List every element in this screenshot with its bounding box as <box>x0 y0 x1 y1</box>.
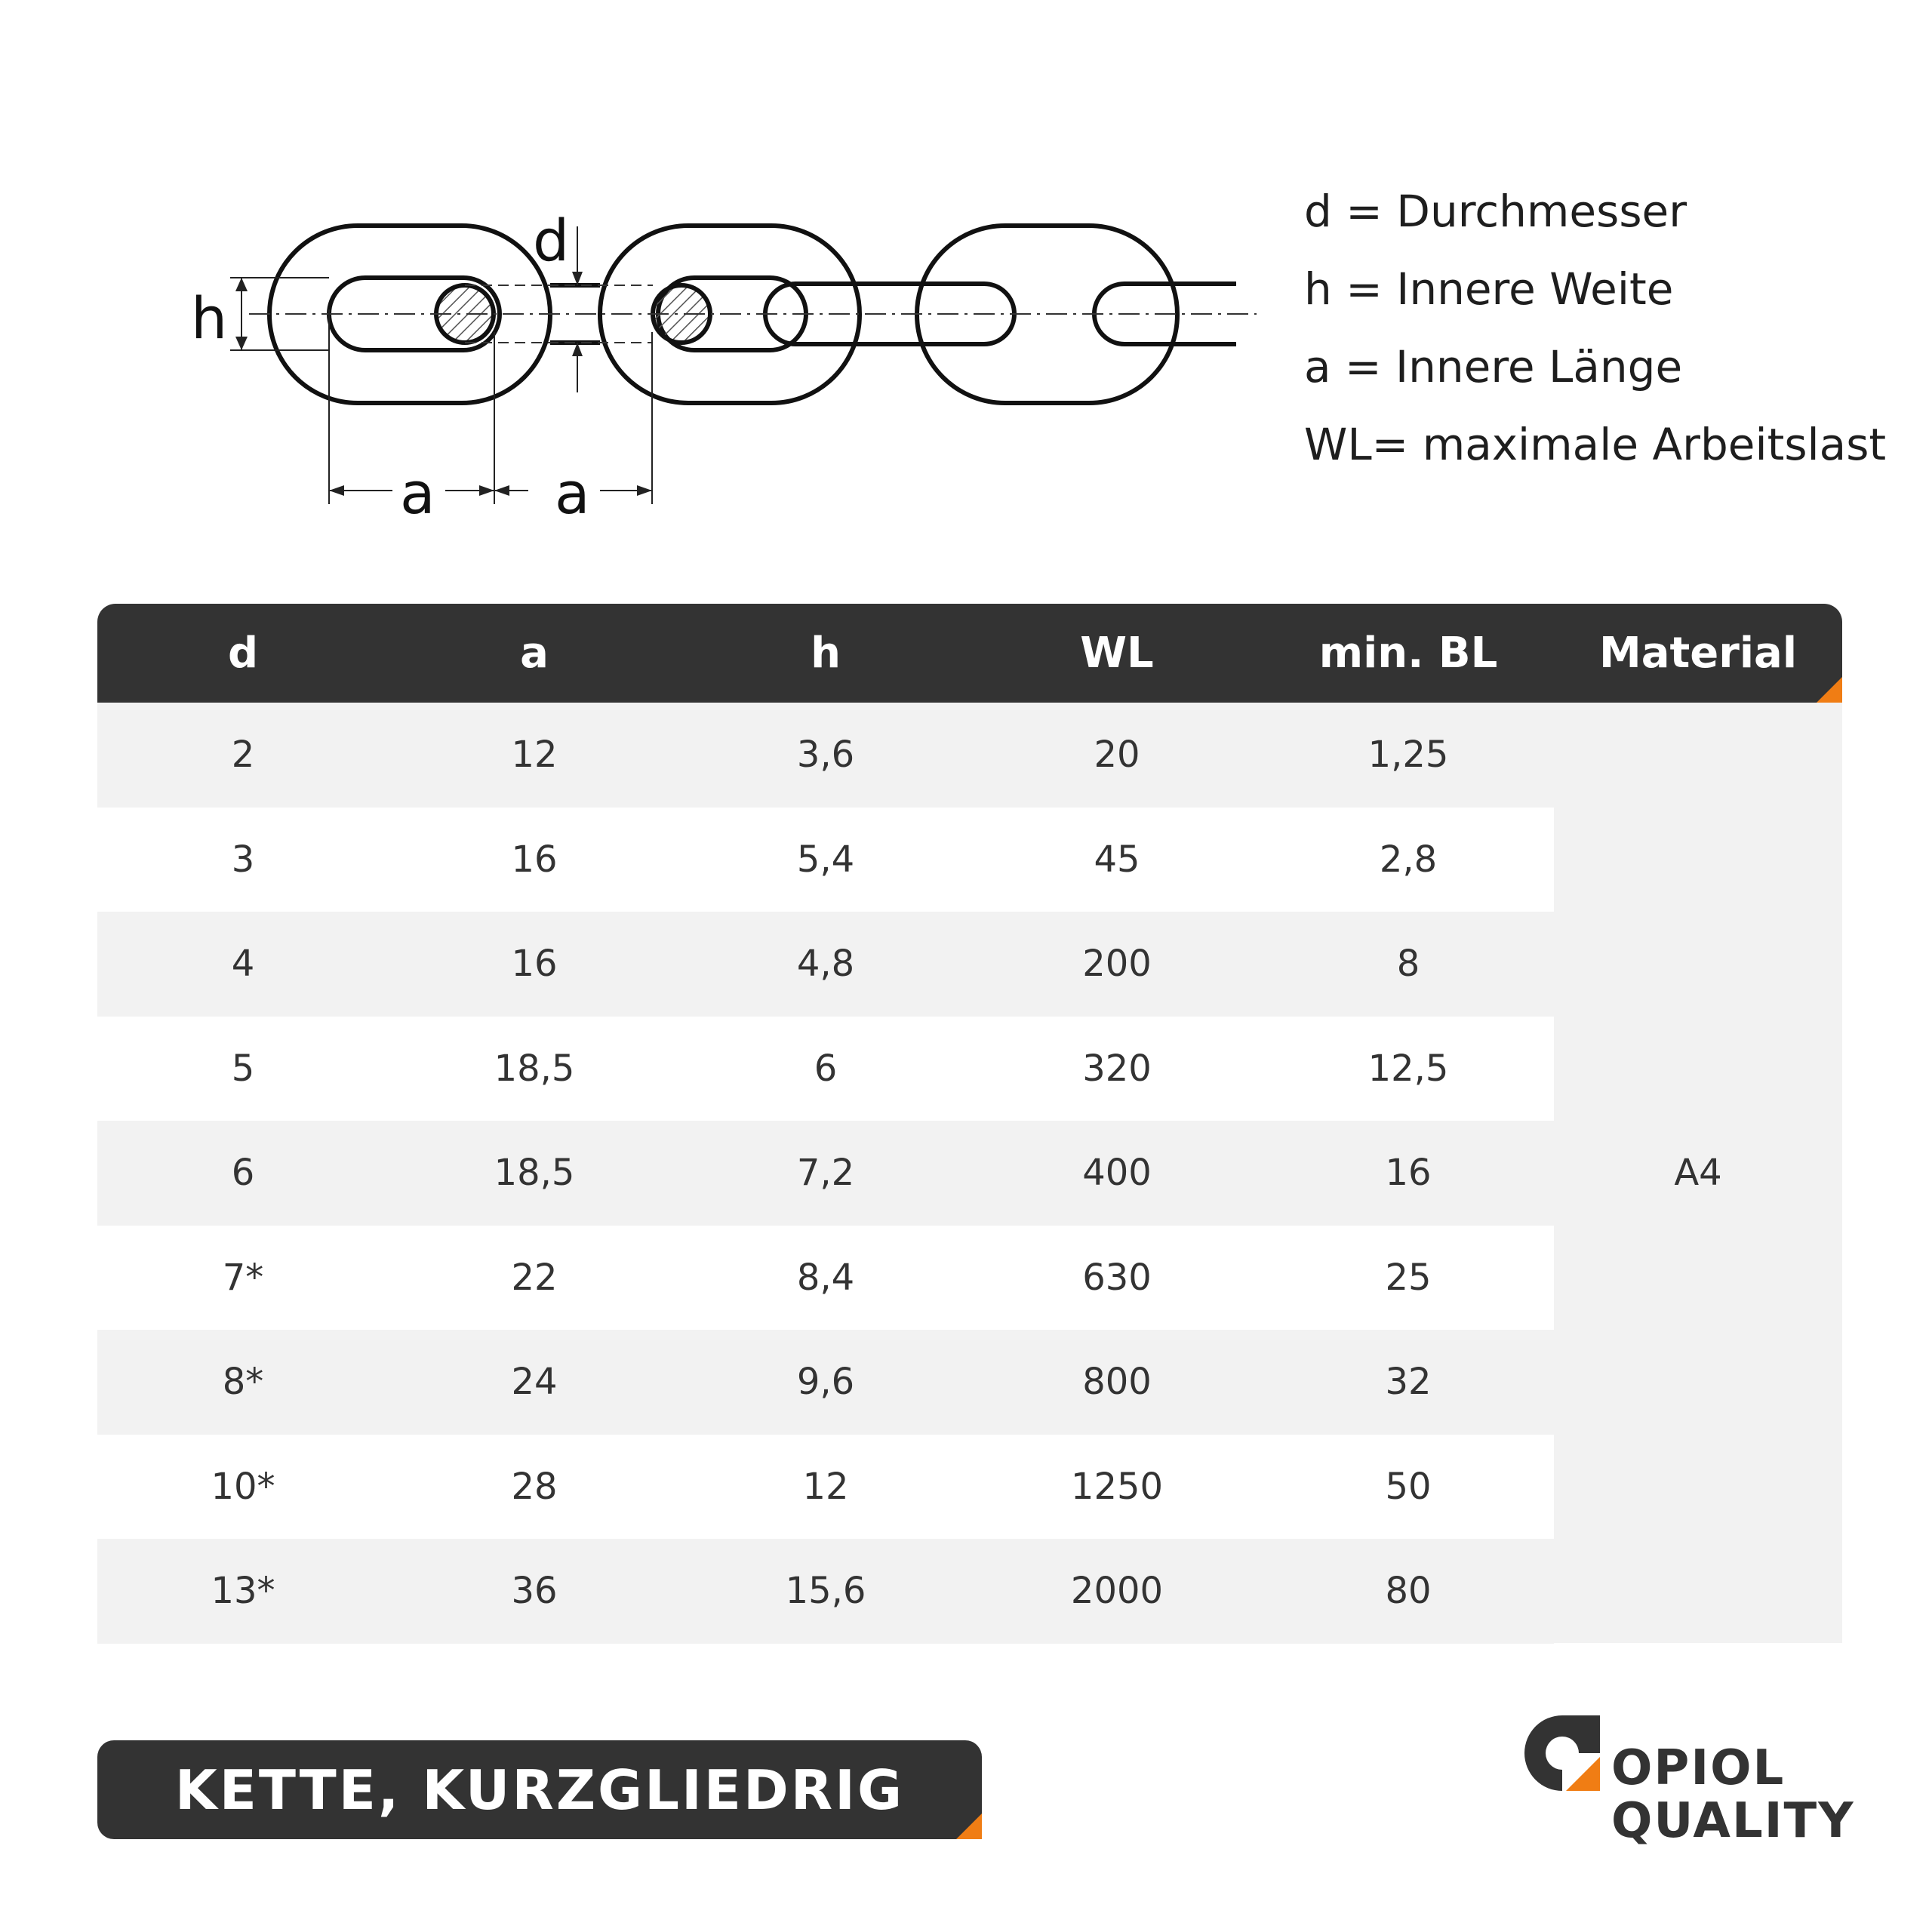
dimension-h-label: h <box>191 285 228 352</box>
cell-wl: 200 <box>1082 943 1152 986</box>
legend-h: h = Innere Weite <box>1304 263 1674 315</box>
brand-logo <box>1521 1712 1855 1849</box>
legend <box>1304 181 1908 492</box>
cell-a: 24 <box>511 1361 558 1404</box>
header-material: Material <box>1598 629 1798 678</box>
cell-d: 6 <box>231 1152 255 1195</box>
cell-h: 7,2 <box>796 1152 855 1195</box>
cell-a: 16 <box>511 943 558 986</box>
header-wl: WL <box>1080 629 1154 678</box>
cell-d: 5 <box>231 1047 255 1090</box>
opiol-logo-icon <box>1521 1712 1604 1795</box>
cell-d: 7* <box>222 1256 264 1299</box>
cell-d: 2 <box>231 734 255 777</box>
cell-material: A4 <box>1554 703 1842 1643</box>
table-row <box>97 808 1554 912</box>
legend-a: a = Innere Länge <box>1304 341 1683 392</box>
legend-d: d = Durchmesser <box>1304 186 1687 237</box>
dimension-a1-label: a <box>400 460 435 527</box>
cell-min-bl: 1,25 <box>1367 734 1449 777</box>
table-row <box>97 703 1554 808</box>
table-row <box>97 1017 1554 1121</box>
brand-line-1: OPIOL <box>1611 1740 1786 1796</box>
brand-name <box>1611 1742 1855 1847</box>
cell-h: 3,6 <box>796 734 855 777</box>
dimension-a2-label: a <box>555 460 590 527</box>
cell-wl: 20 <box>1094 734 1140 777</box>
cell-wl: 2000 <box>1070 1570 1164 1613</box>
dimension-d-label: d <box>533 207 570 274</box>
cell-d: 3 <box>231 838 255 881</box>
chain-diagram <box>0 0 1283 543</box>
product-title-box <box>97 1740 982 1839</box>
table-row <box>97 1435 1554 1540</box>
cell-wl: 320 <box>1082 1047 1152 1090</box>
table-row <box>97 1226 1554 1331</box>
cell-h: 5,4 <box>796 838 855 881</box>
table-row <box>97 1330 1554 1435</box>
cell-min-bl: 25 <box>1385 1256 1432 1299</box>
cell-d: 13* <box>211 1570 275 1613</box>
header-d: d <box>227 629 259 678</box>
cell-min-bl: 50 <box>1385 1465 1432 1508</box>
cell-min-bl: 2,8 <box>1379 838 1438 881</box>
cell-h: 4,8 <box>796 943 855 986</box>
cell-wl: 630 <box>1082 1256 1152 1299</box>
cell-wl: 1250 <box>1070 1465 1164 1508</box>
cell-h: 6 <box>814 1047 838 1090</box>
cell-a: 16 <box>511 838 558 881</box>
cell-h: 8,4 <box>796 1256 855 1299</box>
table-row <box>97 912 1554 1017</box>
accent-corner <box>1817 677 1842 703</box>
header-h: h <box>811 629 841 678</box>
header-min-bl: min. BL <box>1318 629 1498 678</box>
product-title: KETTE, KURZGLIEDRIG <box>174 1758 905 1822</box>
spec-table <box>97 604 1842 1643</box>
table-header <box>97 604 1842 703</box>
table-body <box>97 703 1842 1643</box>
cell-wl: 800 <box>1082 1361 1152 1404</box>
cell-d: 8* <box>222 1361 264 1404</box>
cell-h: 9,6 <box>796 1361 855 1404</box>
cell-min-bl: 32 <box>1385 1361 1432 1404</box>
cell-d: 10* <box>211 1465 275 1508</box>
cell-wl: 45 <box>1094 838 1140 881</box>
cell-h: 12 <box>802 1465 849 1508</box>
cell-min-bl: 16 <box>1385 1152 1432 1195</box>
cell-a: 18,5 <box>494 1047 575 1090</box>
cell-min-bl: 12,5 <box>1367 1047 1449 1090</box>
cell-wl: 400 <box>1082 1152 1152 1195</box>
cell-h: 15,6 <box>785 1570 866 1613</box>
accent-corner <box>956 1814 982 1839</box>
cell-a: 22 <box>511 1256 558 1299</box>
cell-min-bl: 80 <box>1385 1570 1432 1613</box>
cell-a: 36 <box>511 1570 558 1613</box>
cell-d: 4 <box>231 943 255 986</box>
brand-line-2: QUALITY <box>1611 1793 1855 1849</box>
cell-min-bl: 8 <box>1396 943 1420 986</box>
table-row <box>97 1539 1554 1644</box>
cell-a: 28 <box>511 1465 558 1508</box>
cell-a: 18,5 <box>494 1152 575 1195</box>
header-a: a <box>520 629 549 678</box>
table-row <box>97 1121 1554 1226</box>
cell-a: 12 <box>511 734 558 777</box>
legend-wl: WL= maximale Arbeitslast <box>1304 419 1887 470</box>
